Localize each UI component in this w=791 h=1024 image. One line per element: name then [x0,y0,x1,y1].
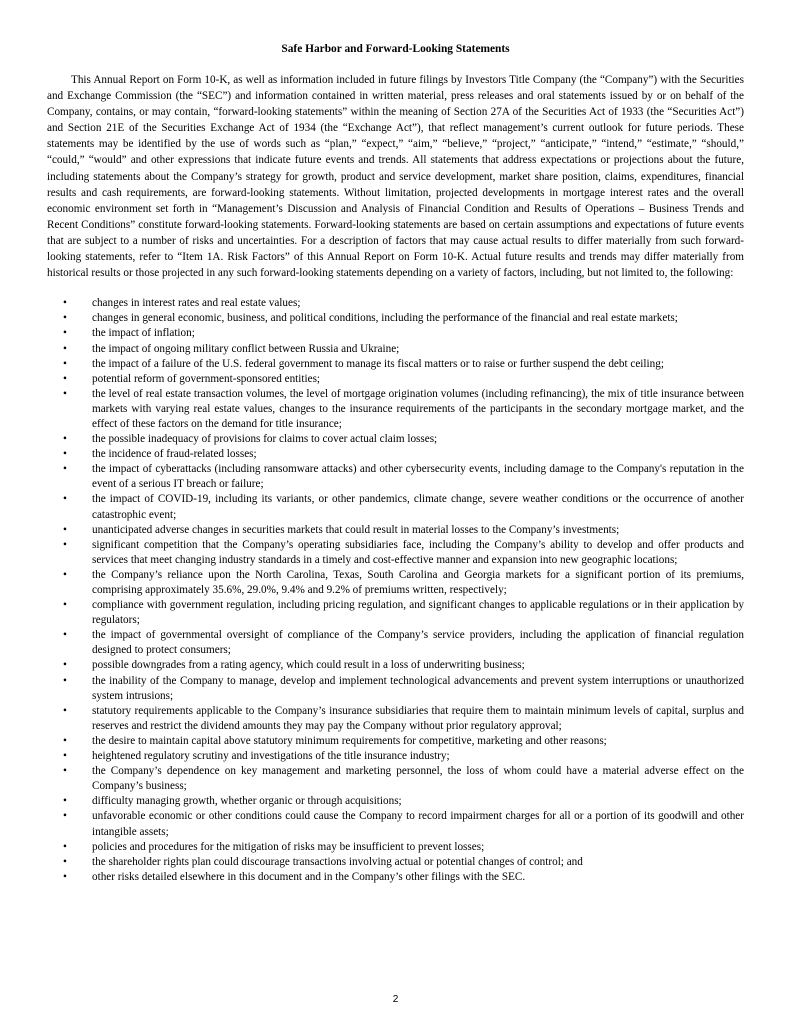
list-item [47,840,744,855]
bullet-icon: • [63,870,67,883]
bullet-icon: • [63,493,67,506]
list-item-text: the incidence of fraud-related losses; [92,448,257,461]
bullet-icon: • [63,568,67,581]
list-item-text: heightened regulatory scrutiny and investigations of the title insurance industry; [92,750,450,763]
list-item [47,749,744,764]
bullet-icon: • [63,840,67,853]
bullet-icon: • [63,448,67,461]
list-item-text: the level of real estate transaction volumes, the level of mortgage origination volumes (including refinancing), the mix of title insurance between markets with varying real estate values, changes to the insurance requirements of the participants in the secondary mortgage market, and the effect of these factors on the demand for title insurance; [92,387,744,430]
list-item-text: other risks detailed elsewhere in this document and in the Company’s other filings with the SEC. [92,870,526,883]
bullet-icon: • [63,750,67,763]
list-item [47,658,744,673]
list-item-text: the impact of governmental oversight of compliance of the Company’s service providers, including the application of financial regulation designed to protect consumers; [92,629,744,657]
list-item-text: the impact of inflation; [92,327,195,340]
list-item [47,372,744,387]
bullet-icon: • [63,795,67,808]
list-item-text: the shareholder rights plan could discourage transactions involving actual or potential changes of control; and [92,855,583,868]
list-item-text: the impact of COVID-19, including its variants, or other pandemics, climate change, severe weather conditions or the occurrence of another catastrophic event; [92,493,744,521]
bullet-icon: • [63,734,67,747]
list-item-text: the Company’s dependence on key management and marketing personnel, the loss of whom could have a material adverse effect on the Company’s business; [92,765,744,793]
risk-factor-list [47,296,744,885]
bullet-icon: • [63,312,67,325]
list-item [47,704,744,734]
list-item-text: the impact of cyberattacks (including ransomware attacks) and other cybersecurity events, including damage to the Company's reputation in the event of a serious IT breach or failure; [92,463,744,491]
page-title: Safe Harbor and Forward-Looking Statements [281,43,510,55]
list-item [47,432,744,447]
bullet-icon: • [63,704,67,717]
bullet-icon: • [63,463,67,476]
list-item-text: changes in general economic, business, and political conditions, including the performance of the financial and real estate markets; [92,312,678,325]
list-item [47,523,744,538]
list-item-text: the inability of the Company to manage, develop and implement technological advancements and prevent system interruptions or unauthorized system intrusions; [92,674,744,702]
list-item-text: policies and procedures for the mitigation of risks may be insufficient to prevent losses; [92,840,485,853]
bullet-icon: • [63,387,67,400]
intro-paragraph: This Annual Report on Form 10-K, as well as information included in future filings by Investors Title Company (the “Company”) with the Securities and Exchange Commission (the “SEC”) and information contained in written material, press releases and oral statements issued by or on behalf of the Company, contains, or may contain, “forward-looking statements” within the meaning of Section 27A of the Securities Act of 1933 (the “Securities Act”) and Section 21E of the Securities Exchange Act of 1934 (the “Exchange Act”), that reflect management’s current outlook for future periods. These statements may be identified by the use of words such as “plan,” “expect,” “aim,” “believe,” “project,” “anticipate,” “intend,” “estimate,” “should,” “could,” “would” and other expressions that indicate future events and trends. All statements that address expectations or projections about the future, including statements about the Company’s strategy for growth, product and service development, market share position, claims, expenditures, financial results and cash requirements, are forward-looking statements. Without limitation, projected developments in mortgage interest rates and the overall economic environment set forth in “Management’s Discussion and Analysis of Financial Condition and Results of Operations – Business Trends and Recent Conditions” constitute forward-looking statements. Forward-looking statements are based on certain assumptions and expectations of future events that are subject to a number of risks and uncertainties. For a description of factors that may cause actual results to differ materially from such forward-looking statements, refer to “Item 1A. Risk Factors” of this Annual Report on Form 10-K. Actual future results and trends may differ materially from historical results or those projected in any such forward-looking statements depending on a variety of factors, including, but not limited to, the following: [47,74,744,280]
list-item [47,809,744,839]
list-item-text: unanticipated adverse changes in securities markets that could result in material losses to the Company’s investments; [92,523,620,536]
list-item-text: possible downgrades from a rating agency, which could result in a loss of underwriting business; [92,659,525,672]
document-page [47,42,744,885]
list-item [47,734,744,749]
list-item-text: the possible inadequacy of provisions for claims to cover actual claim losses; [92,433,438,446]
list-item [47,598,744,628]
list-item [47,628,744,658]
bullet-icon: • [63,523,67,536]
bullet-icon: • [63,433,67,446]
list-item [47,326,744,341]
bullet-icon: • [63,765,67,778]
list-item [47,357,744,372]
list-item-text: statutory requirements applicable to the Company’s insurance subsidiaries that require them to maintain minimum levels of capital, surplus and reserves and restrict the dividend amounts they may pay the Company without prior regulatory approval; [92,704,744,732]
list-item-text: significant competition that the Company’s operating subsidiaries face, including the Company’s ability to develop and offer products and services that meet changing industry standards in a timely and cost-effective manner and expansion into new geographic locations; [92,538,744,566]
bullet-icon: • [63,357,67,370]
list-item [47,492,744,522]
bullet-icon: • [63,342,67,355]
list-item-text: the impact of ongoing military conflict between Russia and Ukraine; [92,342,400,355]
list-item [47,674,744,704]
list-item [47,538,744,568]
list-item [47,447,744,462]
list-item-text: the desire to maintain capital above statutory minimum requirements for competitive, marketing and other reasons; [92,734,607,747]
list-item-text: potential reform of government-sponsored entities; [92,372,321,385]
list-item [47,794,744,809]
bullet-icon: • [63,327,67,340]
list-item [47,870,744,885]
list-item [47,296,744,311]
list-item [47,342,744,357]
list-item-text: difficulty managing growth, whether organic or through acquisitions; [92,795,402,808]
list-item [47,387,744,432]
list-item [47,568,744,598]
list-item-text: compliance with government regulation, including pricing regulation, and significant changes to applicable regulations or in their application by regulators; [92,599,744,627]
list-item [47,855,744,870]
list-item [47,764,744,794]
bullet-icon: • [63,810,67,823]
bullet-icon: • [63,855,67,868]
list-item [47,462,744,492]
bullet-icon: • [63,674,67,687]
page-number: 2 [392,994,399,1005]
bullet-icon: • [63,297,67,310]
bullet-icon: • [63,659,67,672]
list-item [47,311,744,326]
bullet-icon: • [63,629,67,642]
list-item-text: changes in interest rates and real estate values; [92,297,301,310]
bullet-icon: • [63,372,67,385]
list-item-text: the Company’s reliance upon the North Carolina, Texas, South Carolina and Georgia markets for a significant portion of its premiums, comprising approximately 35.6%, 29.0%, 9.4% and 9.2% of premiums written, respectively; [92,568,744,596]
list-item-text: unfavorable economic or other conditions could cause the Company to record impairment charges for all or a portion of its goodwill and other intangible assets; [92,810,744,838]
bullet-icon: • [63,599,67,612]
list-item-text: the impact of a failure of the U.S. federal government to manage its fiscal matters or to raise or further suspend the debt ceiling; [92,357,664,370]
bullet-icon: • [63,538,67,551]
